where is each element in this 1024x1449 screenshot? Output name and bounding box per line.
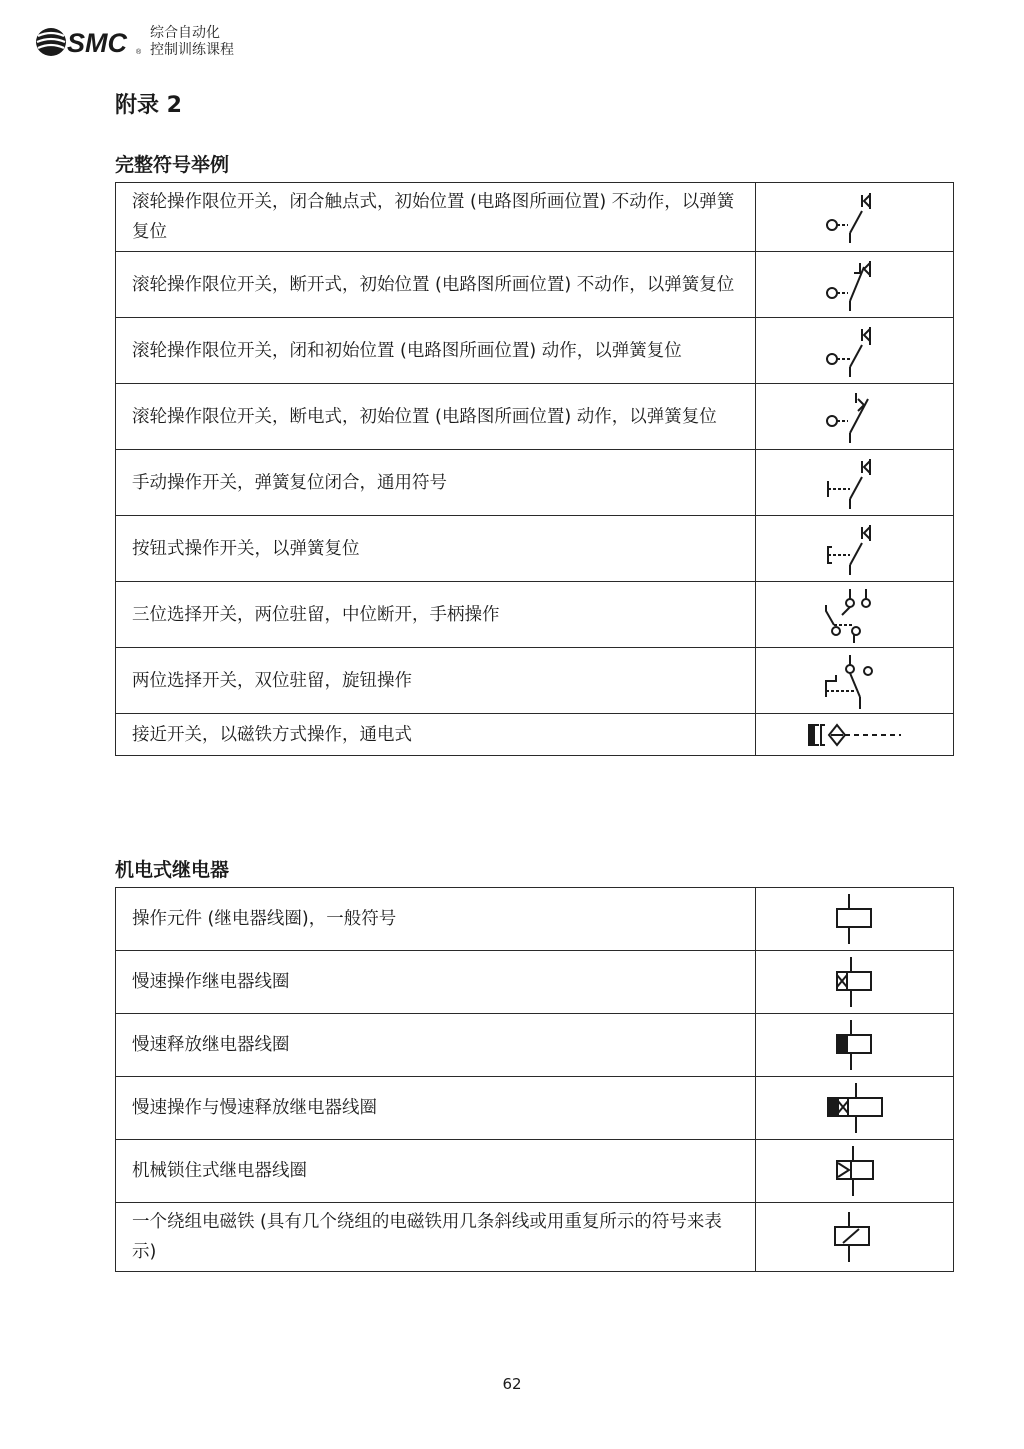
page-number: 62	[502, 1375, 522, 1393]
row-description: 滚轮操作限位开关，闭和初始位置 (电路图所画位置) 动作，以弹簧复位	[116, 318, 756, 384]
table-row	[116, 318, 954, 384]
table-row	[116, 714, 954, 756]
roller-limit-switch-actuated-break-icon	[820, 389, 890, 445]
single-winding-electromagnet-icon	[825, 1210, 885, 1264]
proximity-switch-icon	[805, 720, 905, 750]
row-description: 接近开关，以磁铁方式操作，通电式	[116, 714, 756, 756]
row-description: 按钮式操作开关，以弹簧复位	[116, 516, 756, 582]
table-row	[116, 1077, 954, 1140]
row-description: 一个绕组电磁铁 (具有几个绕组的电磁铁用几条斜线或用重复所示的符号来表示)	[116, 1203, 756, 1272]
header-subtitle-2: 控制训练课程	[150, 42, 234, 58]
header-subtitle-1: 综合自动化	[150, 25, 220, 41]
row-description: 手动操作开关，弹簧复位闭合，通用符号	[116, 450, 756, 516]
table-row	[116, 183, 954, 252]
row-description: 滚轮操作限位开关，断开式，初始位置 (电路图所画位置) 不动作，以弹簧复位	[116, 252, 756, 318]
smc-logo-icon	[34, 24, 144, 60]
roller-limit-switch-actuated-make-icon	[820, 323, 890, 379]
row-description: 滚轮操作限位开关，断电式，初始位置 (电路图所画位置) 动作，以弹簧复位	[116, 384, 756, 450]
table-row	[116, 450, 954, 516]
row-description: 慢速操作继电器线圈	[116, 951, 756, 1014]
svg-text:SMC: SMC	[67, 28, 127, 58]
row-description: 操作元件 (继电器线圈)，一般符号	[116, 888, 756, 951]
three-position-selector-switch-icon	[820, 585, 890, 645]
table-row	[116, 516, 954, 582]
latching-relay-coil-icon	[825, 1144, 885, 1198]
row-description: 机械锁住式继电器线圈	[116, 1140, 756, 1203]
svg-text:®: ®	[136, 49, 142, 56]
row-description: 慢速操作与慢速释放继电器线圈	[116, 1077, 756, 1140]
section-heading-symbols: 完整符号举例	[115, 154, 230, 176]
manual-switch-icon	[820, 455, 890, 511]
roller-limit-switch-make-icon	[820, 189, 890, 245]
symbols-table	[115, 182, 954, 756]
section-heading-relays: 机电式继电器	[115, 859, 230, 881]
slow-operate-relay-coil-icon	[825, 955, 885, 1009]
row-description: 两位选择开关，双位驻留，旋钮操作	[116, 648, 756, 714]
table-row	[116, 384, 954, 450]
row-description: 慢速释放继电器线圈	[116, 1014, 756, 1077]
table-row	[116, 582, 954, 648]
row-description: 三位选择开关，两位驻留，中位断开，手柄操作	[116, 582, 756, 648]
header-logo	[34, 24, 234, 60]
table-row	[116, 888, 954, 951]
page-title: 附录 2	[115, 93, 182, 118]
relay-coil-icon	[825, 892, 885, 946]
table-row	[116, 648, 954, 714]
roller-limit-switch-break-icon	[820, 257, 890, 313]
two-position-selector-switch-icon	[820, 651, 890, 711]
row-description: 滚轮操作限位开关，闭合触点式，初始位置 (电路图所画位置) 不动作，以弹簧复位	[116, 183, 756, 252]
table-row	[116, 1014, 954, 1077]
table-row	[116, 1140, 954, 1203]
slow-operate-release-relay-coil-icon	[820, 1081, 890, 1135]
table-row	[116, 1203, 954, 1272]
relay-table	[115, 887, 954, 1272]
pushbutton-switch-icon	[820, 521, 890, 577]
slow-release-relay-coil-icon	[825, 1018, 885, 1072]
table-row	[116, 252, 954, 318]
table-row	[116, 951, 954, 1014]
